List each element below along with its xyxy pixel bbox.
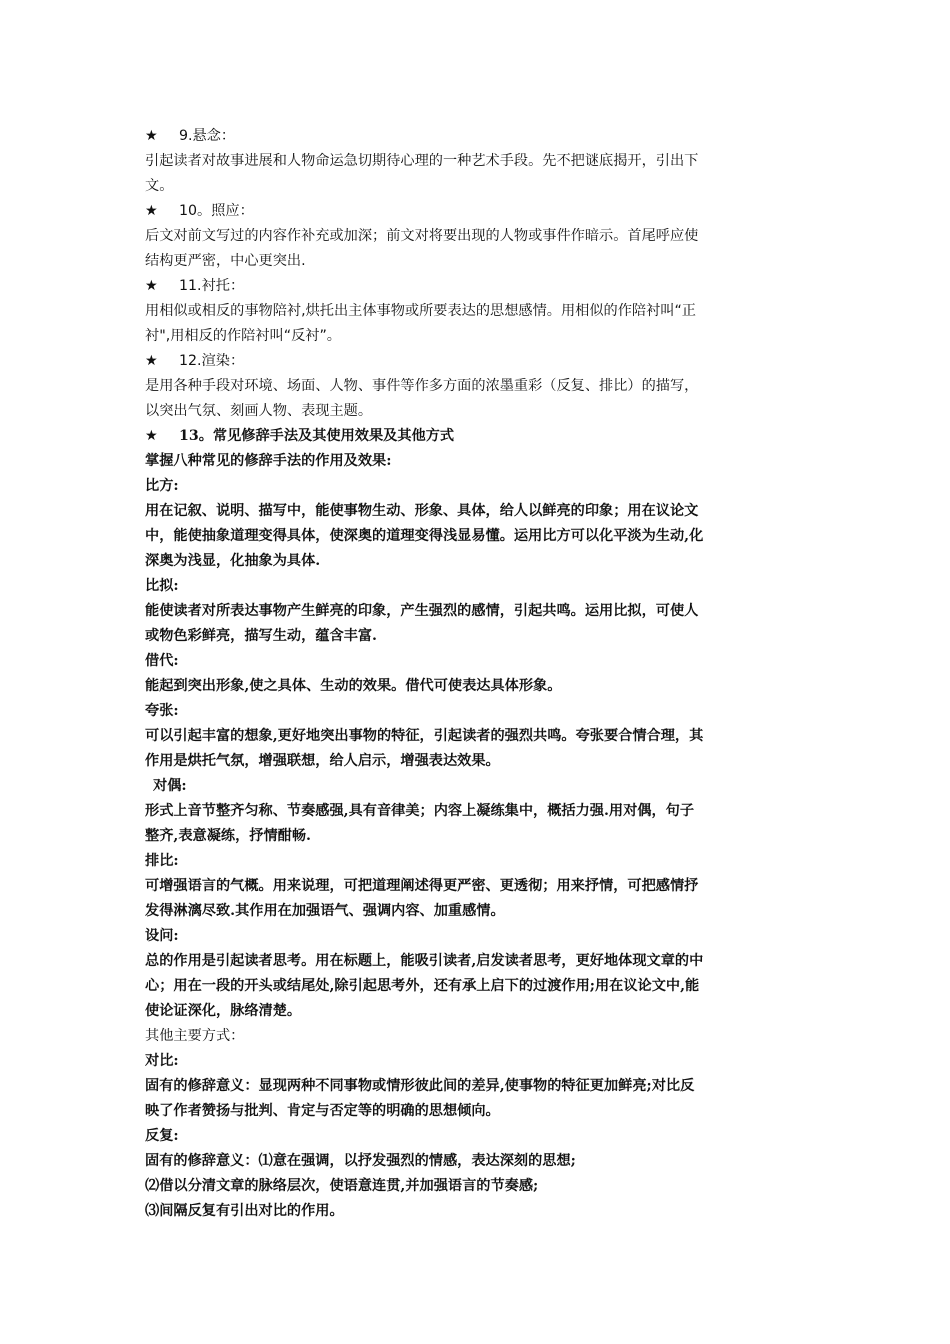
text-line: 可以引起丰富的想象,更好地突出事物的特征，引起读者的强烈共鸣。夸张要合情合理，其 [145,728,704,744]
text-line [145,124,810,149]
text-line: 使论证深化，脉络清楚。 [145,1003,302,1019]
text-line: 映了作者赞扬与批判、肯定与否定等的明确的思想倾向。 [145,1103,500,1119]
text-line: 对偶: [153,778,187,794]
text-line: 比拟: [145,578,179,594]
text-line: 借代: [145,653,179,669]
text-line: 是用各种手段对环境、场面、人物、事件等作多方面的浓墨重彩（反复、排比）的描写， [145,378,699,394]
text-line: 用相似或相反的事物陪衬,烘托出主体事物或所要表达的思想感情。用相似的作陪衬叫“正 [145,303,696,319]
text-line: 结构更严密，中心更突出. [145,253,306,269]
text-line: 反复: [145,1128,179,1144]
text-line: 固有的修辞意义：⑴意在强调，以抒发强烈的情感，表达深刻的思想; [145,1153,576,1169]
star-icon: ★ [145,428,158,444]
text-line [145,199,810,224]
text-line: 掌握八种常见的修辞手法的作用及效果: [145,453,392,469]
text-line: 用在记叙、说明、描写中，能使事物生动、形象、具体，给人以鲜亮的印象；用在议论文 [145,503,699,519]
text-line: 作用是烘托气氛，增强联想，给人启示，增强表达效果。 [145,753,500,769]
text-line: 整齐,表意凝练，抒情酣畅. [145,828,311,844]
text-line: 文。 [145,178,174,194]
text-line: 以突出气氛、刻画人物、表现主题。 [145,403,373,419]
text-line: 其他主要方式： [145,1028,245,1044]
text-line: 中，能使抽象道理变得具体，使深奥的道理变得浅显易懂。运用比方可以化平淡为生动,化 [145,528,704,544]
section-heading: 9.悬念： [179,128,236,144]
text-line: 或物色彩鲜亮，描写生动，蕴含丰富. [145,628,377,644]
star-icon: ★ [145,203,158,219]
text-line: 设问: [145,928,179,944]
text-line [145,274,810,299]
text-line: 固有的修辞意义：显现两种不同事物或情形彼此间的差异,使事物的特征更加鲜亮;对比反 [145,1078,695,1094]
section-heading: 10。照应： [179,203,254,219]
text-line: 衬",用相反的作陪衬叫“反衬”。 [145,328,341,344]
text-line: ⑶间隔反复有引出对比的作用。 [145,1203,344,1219]
text-line: ⑵借以分清文章的脉络层次，使语意连贯,并加强语言的节奏感; [145,1178,539,1194]
document-text [145,124,810,1224]
text-line [145,424,810,449]
text-line: 深奥为浅显，化抽象为具体. [145,553,321,569]
text-line: 总的作用是引起读者思考。用在标题上，能吸引读者,启发读者思考，更好地体现文章的中 [145,953,704,969]
text-line [145,349,810,374]
section-heading: 13。常见修辞手法及其使用效果及其他方式 [179,428,455,444]
text-line: 形式上音节整齐匀称、节奏感强,具有音律美；内容上凝练集中，概括力强.用对偶，句子 [145,803,695,819]
text-line: 夸张: [145,703,179,719]
star-icon: ★ [145,278,158,294]
text-line: 对比: [145,1053,179,1069]
text-line: 心；用在一段的开头或结尾处,除引起思考外，还有承上启下的过渡作用;用在议论文中,能 [145,978,700,994]
text-line: 比方: [145,478,179,494]
text-line: 能起到突出形象,使之具体、生动的效果。借代可使表达具体形象。 [145,678,562,694]
star-icon: ★ [145,353,158,369]
text-line: 发得淋漓尽致.其作用在加强语气、强调内容、加重感情。 [145,903,505,919]
text-line: 可增强语言的气概。用来说理，可把道理阐述得更严密、更透彻；用来抒情，可把感情抒 [145,878,699,894]
star-icon: ★ [145,128,158,144]
text-line: 引起读者对故事进展和人物命运急切期待心理的一种艺术手段。先不把谜底揭开，引出下 [145,153,699,169]
text-line: 能使读者对所表达事物产生鲜亮的印象，产生强烈的感情，引起共鸣。运用比拟，可使人 [145,603,699,619]
section-heading: 11.衬托： [179,278,245,294]
text-line: 排比: [145,853,179,869]
document-page [145,124,810,1224]
section-heading: 12.渲染： [179,353,245,369]
text-line: 后文对前文写过的内容作补充或加深；前文对将要出现的人物或事件作暗示。首尾呼应使 [145,228,699,244]
